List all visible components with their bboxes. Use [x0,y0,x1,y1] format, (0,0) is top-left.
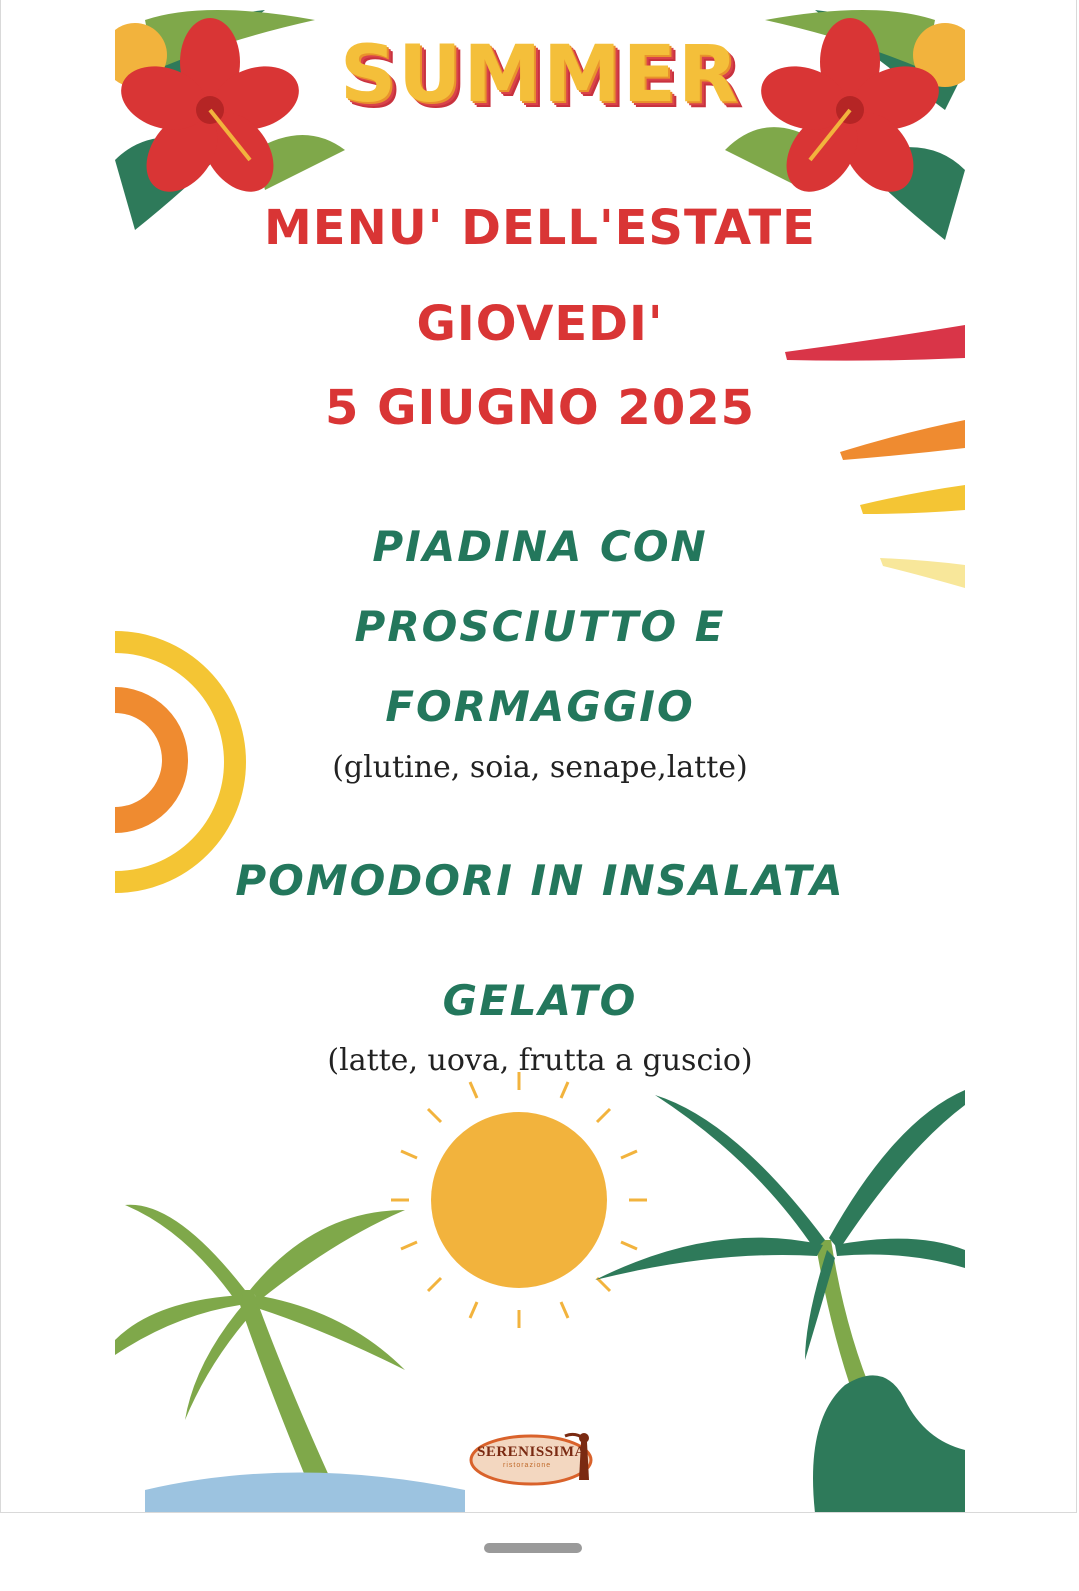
menu-item-1-line-1: PIADINA CON [372,522,708,571]
palm-tree-icon-left [115,1205,465,1513]
menu-date: 5 GIUGNO 2025 [324,380,756,436]
menu-poster [115,0,965,1513]
menu-item-1-line-2: PROSCIUTTO E [354,602,726,651]
menu-day: GIOVEDI' [416,296,664,352]
menu-item-2: POMODORI IN INSALATA [235,856,845,905]
home-indicator-bar[interactable] [484,1543,582,1553]
logo-name: SERENISSIMA [477,1444,586,1460]
summer-heading: SUMMER [339,30,741,120]
menu-item-1-allergens: (glutine, soia, senape,latte) [332,750,748,785]
menu-title: MENU' DELL'ESTATE [264,200,816,256]
menu-item-3: GELATO [442,976,638,1025]
sun-icon [391,1072,647,1328]
serenissima-logo [469,1430,609,1490]
logo-subtitle: ristorazione [503,1462,552,1469]
menu-item-1-line-3: FORMAGGIO [385,682,695,731]
menu-item-3-allergens: (latte, uova, frutta a guscio) [327,1043,753,1078]
palm-tree-icon-right [595,1090,965,1513]
